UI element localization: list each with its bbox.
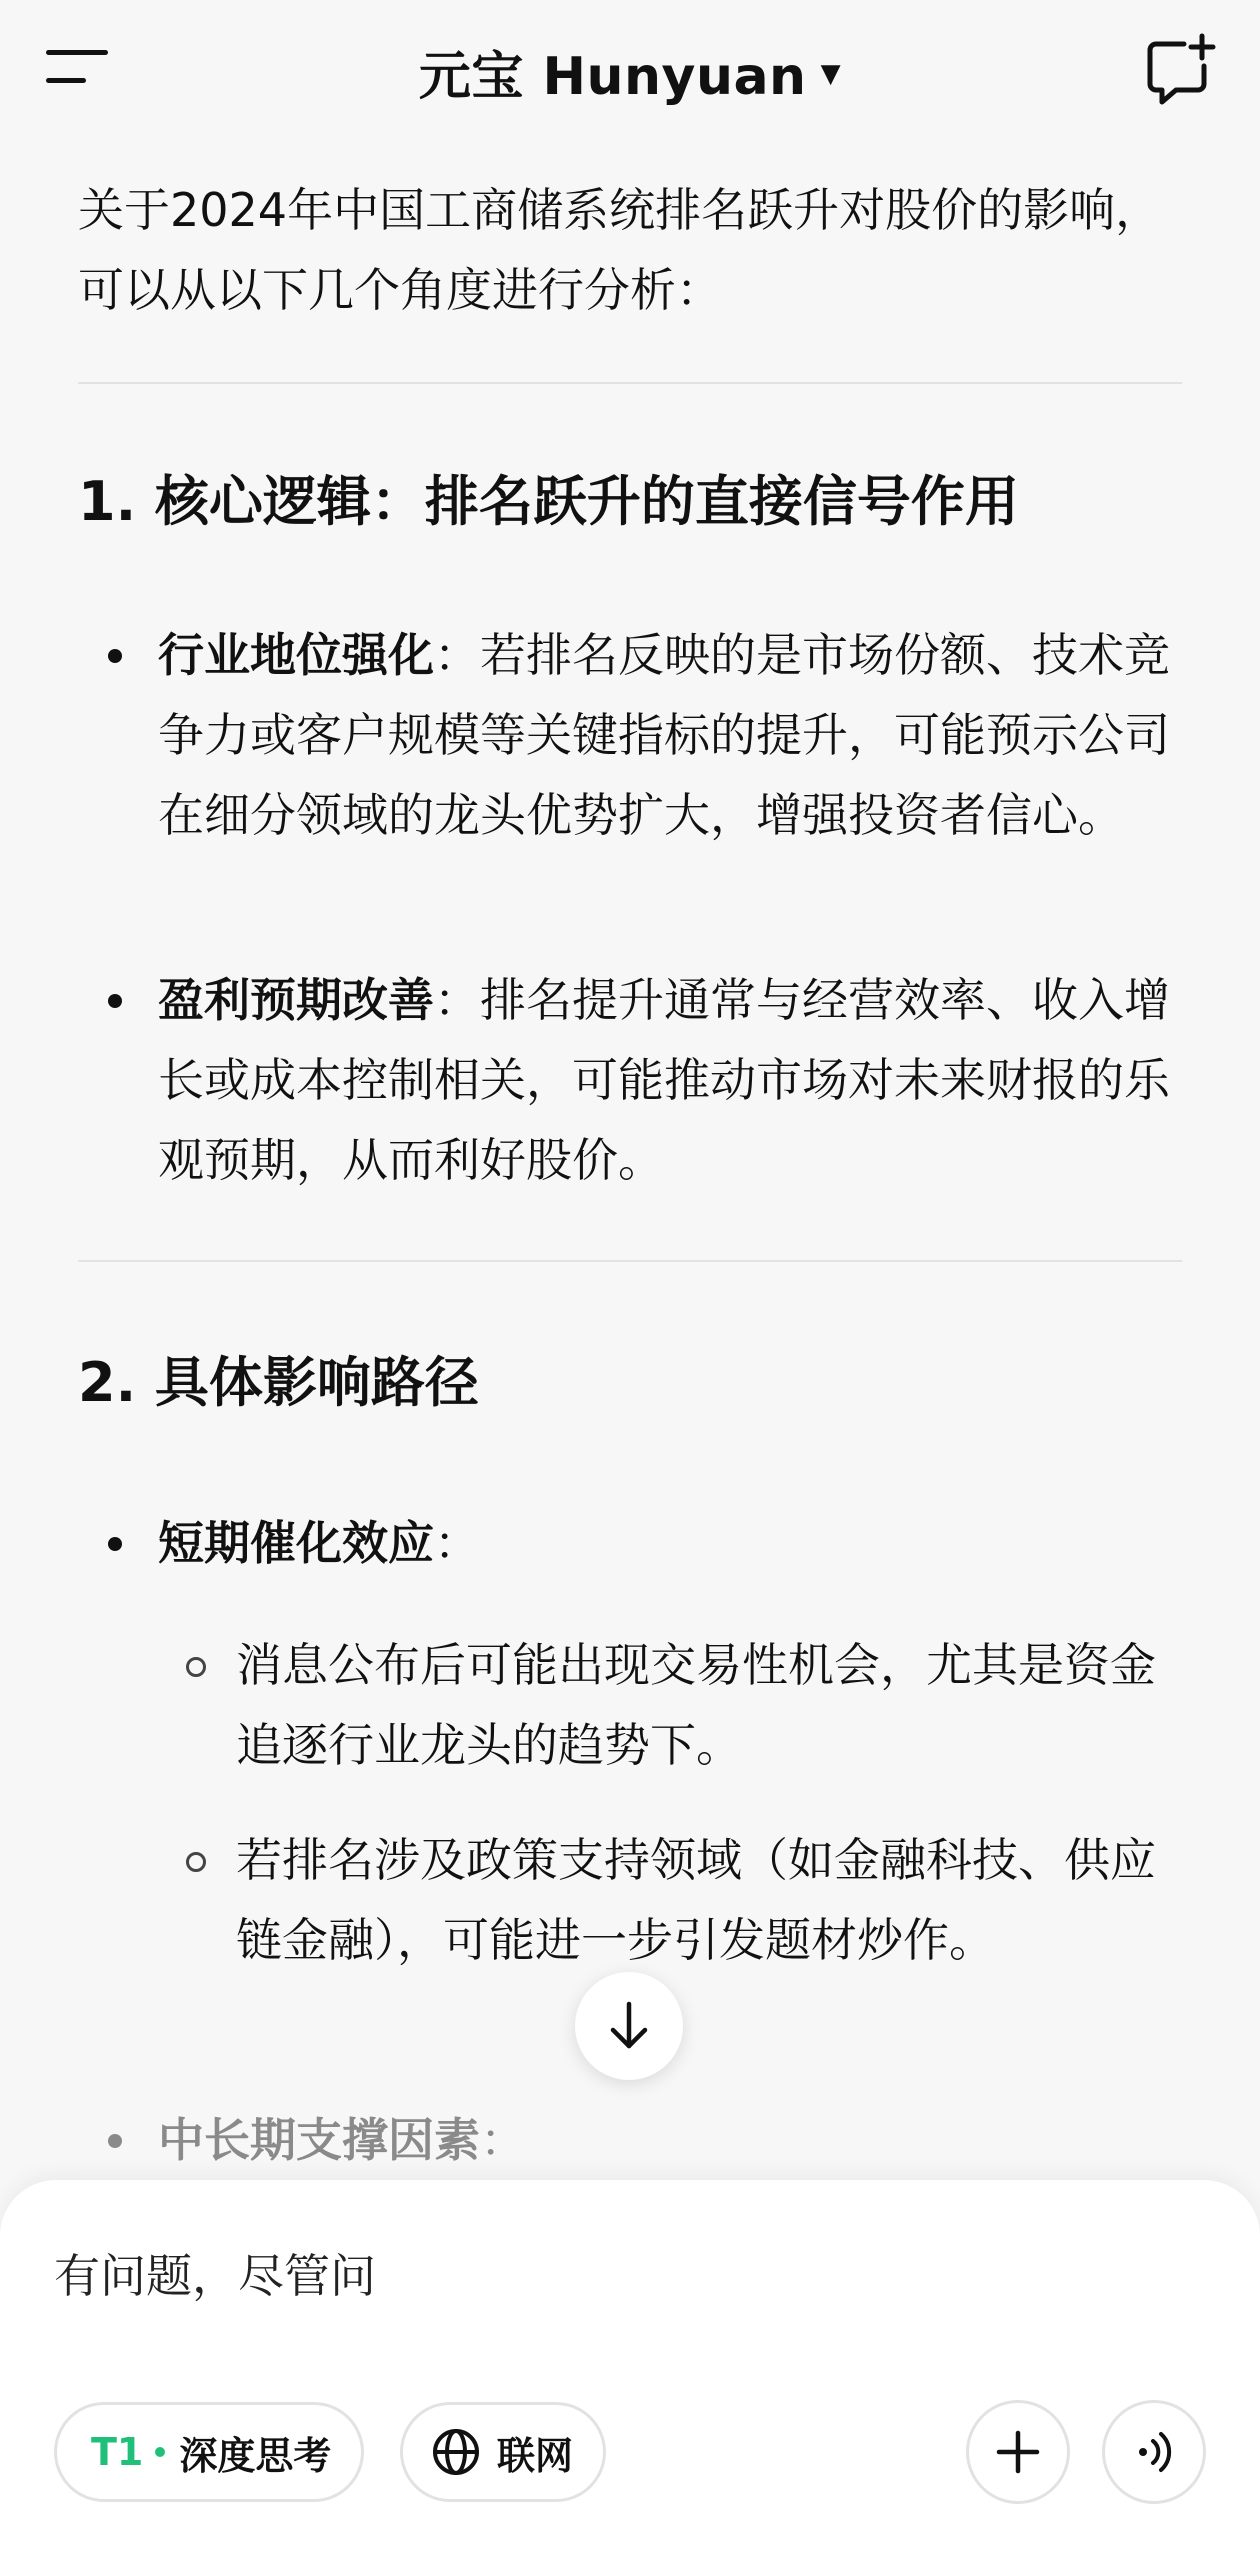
message-area[interactable] [0, 140, 1260, 2180]
plus-icon [995, 2429, 1041, 2475]
list-item [158, 1503, 1188, 1583]
bullet-text: ： [434, 1516, 480, 1570]
t1-badge: T1 [91, 2430, 144, 2474]
arrow-down-icon [605, 1998, 653, 2054]
web-label: 联网 [497, 2433, 574, 2478]
voice-wave-icon [1129, 2427, 1179, 2477]
dot-icon [155, 2447, 165, 2457]
message-input[interactable]: 有问题，尽管问 [54, 2249, 376, 2303]
bullet-label: 中长期支撑因素 [158, 2113, 480, 2167]
bullet-label: 短期催化效应 [158, 1516, 434, 1570]
top-bar [0, 0, 1260, 140]
composer [0, 2180, 1260, 2568]
globe-icon [431, 2427, 481, 2477]
add-attachment-button[interactable] [966, 2400, 1070, 2504]
sub-list-item: 若排名涉及政策支持领域（如金融科技、供应链金融），可能进一步引发题材炒作。 [236, 1820, 1186, 1980]
scroll-to-bottom-button[interactable] [575, 1972, 683, 2080]
deep-think-toggle[interactable] [54, 2402, 364, 2502]
voice-input-button[interactable] [1102, 2400, 1206, 2504]
deep-think-label: 深度思考 [179, 2433, 332, 2478]
app-title: 元宝 Hunyuan [418, 47, 807, 107]
list-item [158, 615, 1188, 855]
web-search-toggle[interactable] [400, 2402, 606, 2502]
bullet-text: ： [480, 2113, 526, 2167]
bullet-text: ：若排名反映的是市场份额、技术竞争力或客户规模等关键指标的提升，可能预示公司在细分领域的龙头优势扩大，增强投资者信心。 [158, 628, 1170, 842]
list-item [158, 2100, 1188, 2180]
sub-list-item: 消息公布后可能出现交易性机会，尤其是资金追逐行业龙头的趋势下。 [236, 1625, 1186, 1785]
model-selector[interactable] [0, 34, 1260, 109]
section-title: 2. 具体影响路径 [78, 1351, 479, 1414]
caret-down-icon: ▼ [820, 59, 842, 89]
divider [78, 382, 1182, 384]
divider [78, 1260, 1182, 1262]
list-item [158, 960, 1188, 1200]
new-chat-icon[interactable] [1140, 30, 1220, 110]
bullet-text: ：排名提升通常与经营效率、收入增长或成本控制相关，可能推动市场对未来财报的乐观预期，从而利好股价。 [158, 973, 1170, 1187]
bullet-label: 盈利预期改善 [158, 973, 434, 1027]
answer-intro: 关于2024年中国工商储系统排名跃升对股价的影响，可以从以下几个角度进行分析： [78, 183, 1162, 317]
section-title: 1. 核心逻辑：排名跃升的直接信号作用 [78, 470, 1019, 533]
bullet-label: 行业地位强化 [158, 628, 434, 682]
